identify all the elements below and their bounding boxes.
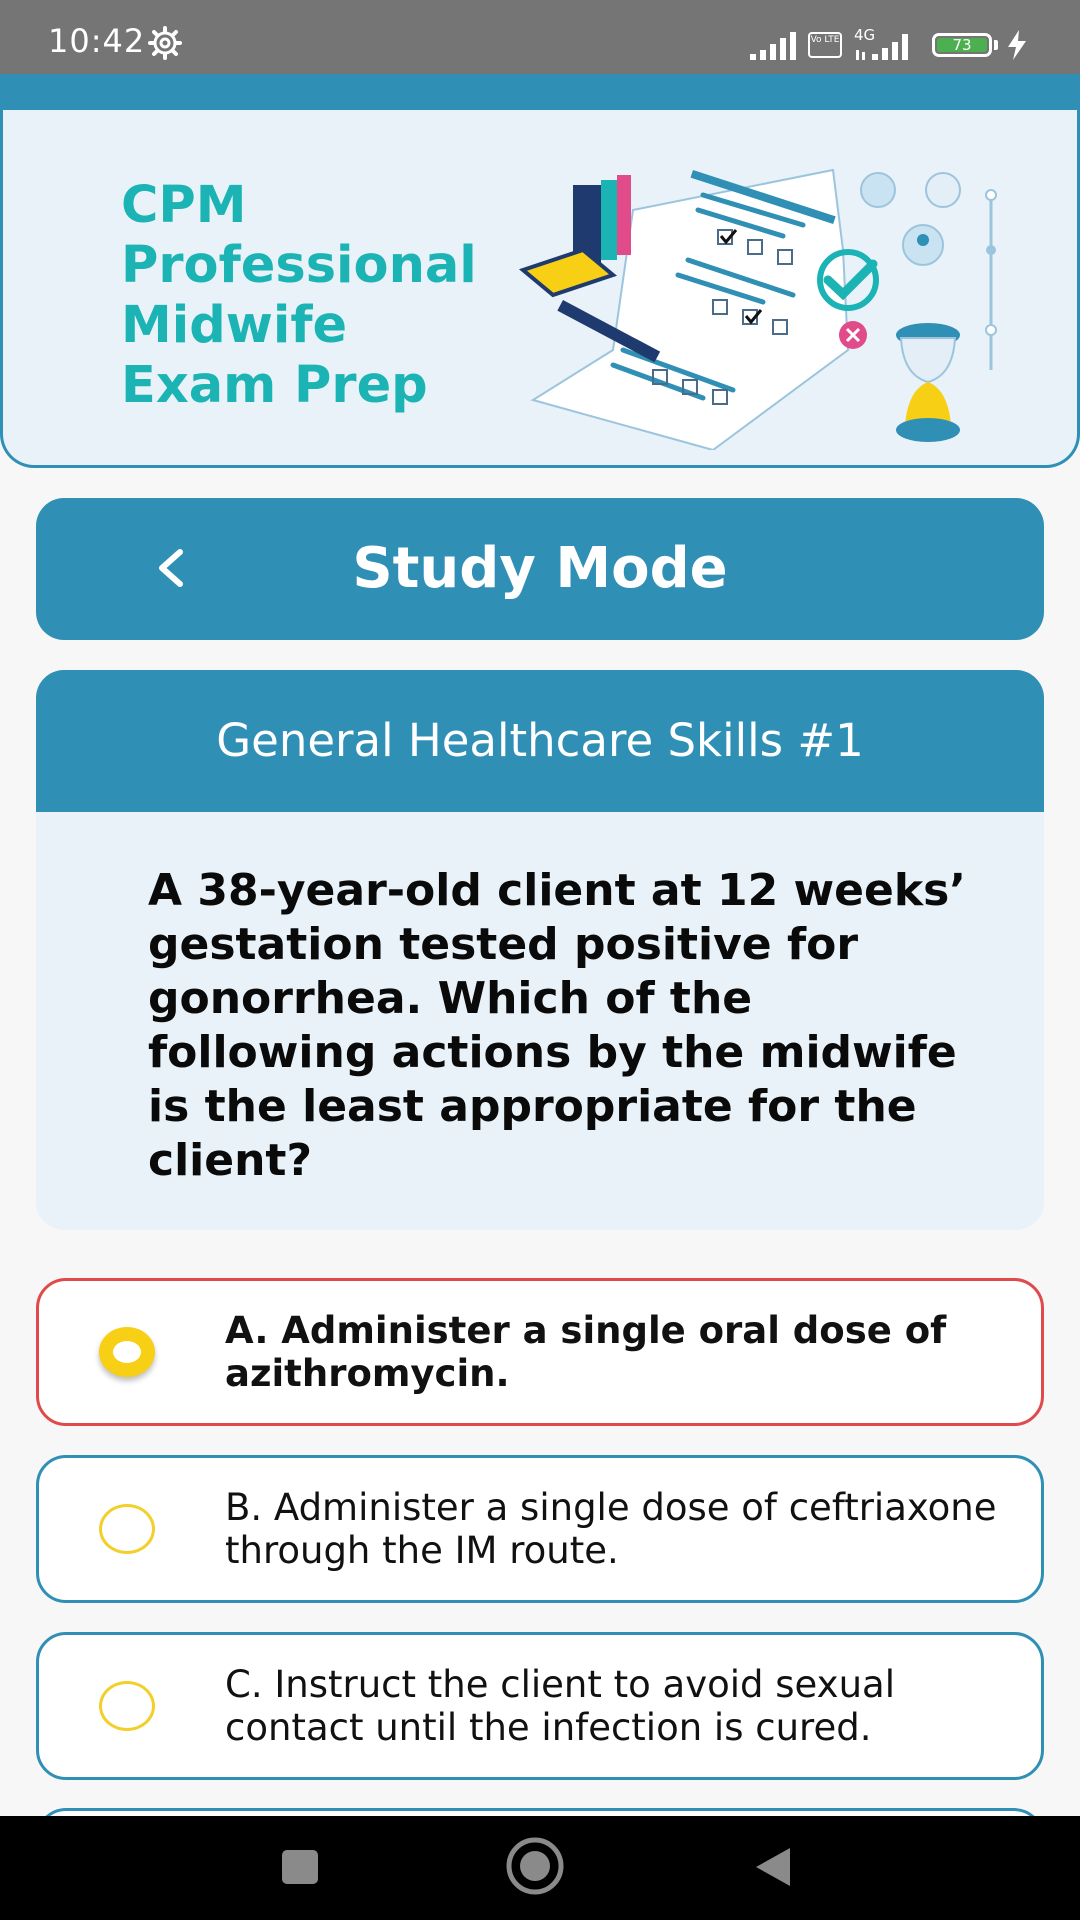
radio-unselected-icon[interactable] (99, 1681, 155, 1731)
answer-option-label: B. Administer a single dose of ceftriaxone through the IM route. (225, 1486, 997, 1572)
radio-unselected-icon[interactable] (99, 1504, 155, 1554)
exam-sheet-illustration (503, 150, 1003, 450)
question-category: General Healthcare Skills #1 (36, 670, 1044, 812)
status-time: 10:42 (48, 22, 146, 60)
home-circle-icon[interactable] (475, 1816, 595, 1920)
radio-selected-icon[interactable] (99, 1327, 155, 1377)
answer-option-a[interactable] (36, 1278, 1044, 1426)
signal-4g-icon (852, 30, 918, 60)
battery-nub (994, 40, 998, 50)
question-text: A 38-year-old client at 12 weeks’ gestation tested positive for gonorrhea. Which of the following actions by the midwife is the least appropriate for the client? (148, 865, 967, 1186)
recents-square-icon[interactable] (240, 1816, 360, 1920)
banner-title-line: Exam Prep (121, 356, 428, 415)
network-type: 4G (854, 26, 876, 44)
battery-level: 73 (937, 38, 987, 52)
status-bar (0, 0, 1080, 74)
banner-title-line: Professional (121, 236, 477, 295)
app-banner (0, 110, 1080, 468)
study-mode-header (36, 498, 1044, 640)
volte-icon: Vo LTE (808, 32, 842, 58)
charging-icon (1006, 30, 1028, 60)
banner-title (121, 176, 521, 416)
answer-option-b[interactable] (36, 1455, 1044, 1603)
banner-title-line: Midwife (121, 296, 348, 355)
answer-option-c[interactable] (36, 1632, 1044, 1780)
signal-icon (750, 30, 800, 60)
banner-title-line: CPM (121, 176, 247, 235)
answer-option-label: A. Administer a single oral dose of azithromycin. (225, 1309, 947, 1395)
question-card (36, 670, 1044, 1230)
page-title: Study Mode (352, 536, 728, 601)
back-triangle-icon[interactable] (710, 1816, 830, 1920)
answer-option-label: C. Instruct the client to avoid sexual contact until the infection is cured. (225, 1663, 895, 1749)
system-nav-bar (0, 1816, 1080, 1920)
gear-icon (148, 26, 182, 60)
battery-icon (932, 33, 992, 57)
